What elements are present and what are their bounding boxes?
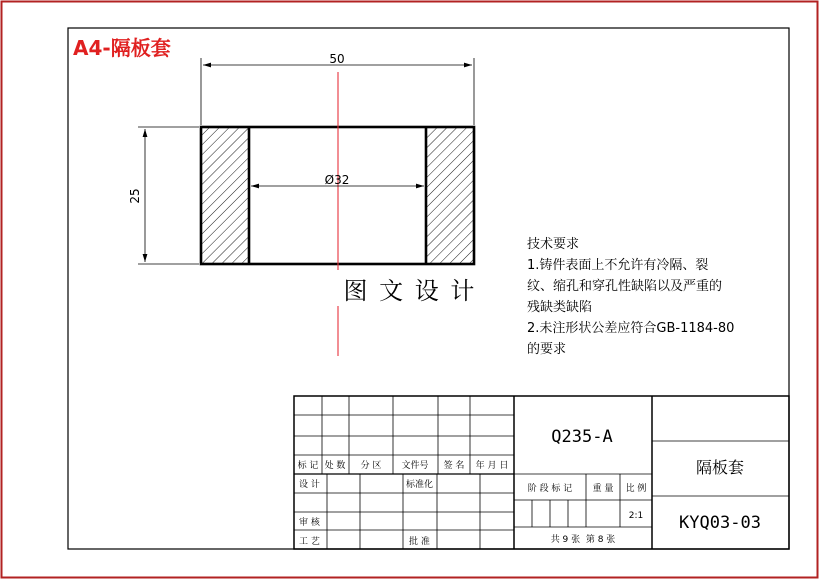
label-process: 工 艺: [299, 537, 320, 547]
watermark-text: 图 文 设 计: [343, 277, 477, 305]
label-approve: 批 准: [409, 537, 430, 547]
label-stage-mark: 阶 段 标 记: [527, 484, 573, 494]
section-right-wall: [426, 127, 474, 264]
drawing-number: KYQ03-03: [679, 513, 761, 533]
label-scale: 比 例: [625, 484, 647, 494]
header-sign: 签 名: [443, 461, 465, 471]
section-left-wall: [201, 127, 249, 264]
label-design: 设 计: [299, 480, 320, 490]
sheet-count: 共 9 张 第 8 张: [550, 535, 616, 545]
dimension-bore-label: Ø32: [324, 173, 350, 187]
tech-req-heading: 技术要求: [527, 237, 580, 252]
dimension-width-label: 50: [329, 52, 345, 66]
label-review: 审 核: [299, 518, 320, 528]
header-date: 年 月 日: [475, 461, 509, 471]
tech-req-line-5: 的要求: [527, 342, 567, 357]
part-name: 隔板套: [695, 458, 745, 477]
sheet-title: A4-隔板套: [73, 36, 171, 60]
header-doc-no: 文件号: [401, 461, 429, 471]
label-standardize: 标准化: [406, 480, 434, 490]
tech-req-line-4: 2.未注形状公差应符合GB-1184-80: [527, 321, 735, 336]
tech-req-line-1: 1.铸件表面上不允许有冷隔、裂: [527, 258, 709, 273]
header-count: 处 数: [324, 461, 346, 471]
tech-req-line-3: 残缺类缺陷: [527, 300, 593, 315]
dimension-height-label: 25: [128, 188, 142, 204]
scale-value: 2:1: [628, 511, 644, 521]
tech-req-line-2: 纹、缩孔和穿孔性缺陷以及严重的: [527, 279, 723, 294]
label-weight: 重 量: [592, 484, 614, 494]
header-zone: 分 区: [360, 461, 382, 471]
material-text: Q235-A: [551, 427, 613, 447]
header-mark: 标 记: [297, 461, 319, 471]
